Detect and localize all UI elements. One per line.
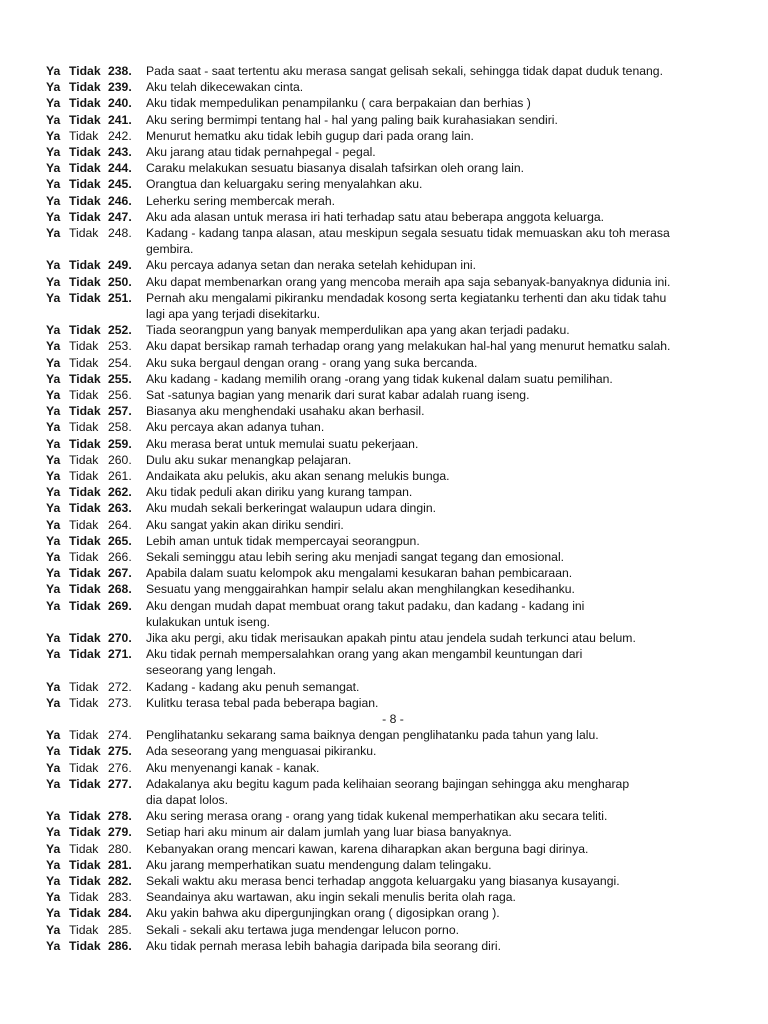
question-number: 270. — [108, 631, 132, 645]
answer-tidak[interactable]: Tidak — [69, 582, 101, 597]
question-text: Aku sering bermimpi tentang hal - hal yang paling baik kurahasiakan sendiri. — [146, 112, 558, 127]
answer-ya[interactable]: Ya — [46, 80, 61, 95]
question-number: 275. — [108, 744, 132, 759]
question-number: 256. — [108, 388, 132, 402]
answer-tidak[interactable]: Tidak — [69, 533, 101, 548]
question-item — [0, 808, 768, 824]
question-number: 248. — [108, 226, 132, 240]
question-number: 264. — [108, 517, 132, 532]
answer-ya[interactable]: Ya — [46, 64, 61, 78]
question-text: Biasanya aku menghendaki usahaku akan berhasil. — [146, 404, 425, 419]
question-item — [0, 193, 768, 209]
question-item — [0, 338, 768, 354]
answer-tidak[interactable]: Tidak — [69, 760, 99, 775]
question-text: Aku percaya akan adanya tuhan. — [146, 420, 325, 435]
question-item — [0, 630, 768, 646]
answer-tidak[interactable]: Tidak — [69, 841, 99, 856]
question-text: Aku yakin bahwa aku dipergunjingkan orang ( digosipkan orang ). — [146, 906, 500, 921]
question-item — [0, 679, 768, 695]
question-number: 247. — [108, 209, 132, 224]
question-text: Orangtua dan keluargaku sering menyalahkan aku. — [146, 177, 423, 192]
answer-tidak[interactable]: Tidak — [69, 274, 101, 289]
question-text: Aku merasa berat untuk memulai suatu pekerjaan. — [146, 436, 419, 451]
question-number: 251. — [108, 290, 132, 305]
question-text: Leherku sering membercak merah. — [146, 193, 335, 208]
question-item — [0, 938, 768, 954]
question-text: Aku suka bergaul dengan orang - orang yang suka bercanda. — [146, 355, 478, 370]
question-number: 267. — [108, 566, 132, 581]
question-number: 271. — [108, 647, 132, 662]
question-item — [0, 387, 768, 403]
answer-tidak[interactable]: Tidak — [69, 598, 101, 613]
question-item — [0, 824, 768, 840]
question-text: Sekali - sekali aku tertawa juga mendengar lelucon porno. — [146, 922, 459, 937]
answer-ya[interactable]: Ya — [46, 161, 61, 176]
answer-ya[interactable]: Ya — [46, 744, 61, 759]
question-number: 286. — [108, 938, 132, 953]
question-text: Aku tidak pernah mempersalahkan orang yang akan mengambil keuntungan dari — [146, 647, 583, 662]
answer-tidak[interactable]: Tidak — [69, 404, 101, 419]
answer-ya[interactable]: Ya — [46, 128, 61, 143]
question-item — [0, 841, 768, 857]
answer-ya[interactable]: Ya — [46, 145, 61, 159]
question-text: Aku sangat yakin akan diriku sendiri. — [146, 517, 344, 532]
answer-tidak[interactable]: Tidak — [69, 80, 101, 95]
question-item — [0, 403, 768, 419]
question-text: Aku percaya adanya setan dan neraka setelah kehidupan ini. — [146, 258, 476, 273]
question-number: 250. — [108, 274, 132, 289]
question-number: 238. — [108, 64, 132, 78]
question-item — [0, 322, 768, 338]
question-text: Menurut hematku aku tidak lebih gugup dari pada orang lain. — [146, 128, 474, 143]
question-item — [0, 176, 768, 192]
question-text: Sekali seminggu atau lebih sering aku menjadi sangat tegang dan emosional. — [146, 550, 565, 564]
question-item — [0, 743, 768, 759]
question-item — [0, 484, 768, 500]
question-text: Aku jarang atau tidak pernahpegal - pegal. — [146, 145, 376, 159]
question-item — [0, 290, 768, 322]
answer-tidak[interactable]: Tidak — [69, 631, 101, 645]
question-number: 243. — [108, 145, 132, 159]
answer-tidak[interactable]: Tidak — [69, 857, 101, 872]
answer-tidak[interactable]: Tidak — [69, 517, 99, 532]
answer-tidak[interactable]: Tidak — [69, 469, 99, 483]
question-number: 285. — [108, 922, 132, 937]
question-number: 246. — [108, 193, 132, 208]
answer-tidak[interactable]: Tidak — [69, 744, 101, 759]
question-item — [0, 128, 768, 144]
question-text-continued: seseorang yang lengah. — [146, 663, 277, 678]
question-text: Dulu aku sukar menangkap pelajaran. — [146, 452, 352, 467]
question-item — [0, 873, 768, 889]
answer-tidak[interactable]: Tidak — [69, 809, 101, 824]
question-item — [0, 436, 768, 452]
question-number: 282. — [108, 874, 132, 888]
answer-ya[interactable]: Ya — [46, 582, 61, 597]
question-text: Kulitku terasa tebal pada beberapa bagian. — [146, 695, 379, 710]
question-number: 254. — [108, 355, 132, 370]
answer-ya[interactable]: Ya — [46, 96, 61, 111]
question-item — [0, 760, 768, 776]
question-text-continued: gembira. — [146, 242, 194, 257]
question-item — [0, 355, 768, 371]
question-number: 240. — [108, 96, 132, 111]
answer-ya[interactable]: Ya — [46, 193, 61, 208]
question-number: 255. — [108, 371, 132, 386]
question-number: 280. — [108, 841, 132, 856]
question-number: 252. — [108, 323, 132, 338]
question-text: Adakalanya aku begitu kagum pada kelihaian seorang bajingan sehingga aku mengharap — [146, 776, 630, 791]
question-number: 261. — [108, 469, 132, 483]
answer-ya[interactable]: Ya — [46, 533, 61, 548]
question-item — [0, 889, 768, 905]
answer-ya[interactable]: Ya — [46, 226, 61, 240]
question-item — [0, 565, 768, 581]
answer-ya[interactable]: Ya — [46, 452, 61, 467]
question-text: Aku ada alasan untuk merasa iri hati terhadap satu atau beberapa anggota keluarga. — [146, 209, 605, 224]
page-number: - 8 - — [382, 712, 404, 726]
answer-tidak[interactable]: Tidak — [69, 501, 101, 516]
answer-ya[interactable]: Ya — [46, 355, 61, 370]
question-text: Aku dengan mudah dapat membuat orang takut padaku, dan kadang - kadang ini — [146, 598, 585, 613]
question-number: 245. — [108, 177, 132, 192]
question-number: 242. — [108, 128, 132, 143]
question-item — [0, 695, 768, 711]
answer-tidak[interactable]: Tidak — [69, 695, 99, 710]
answer-ya[interactable]: Ya — [46, 550, 61, 564]
answer-tidak[interactable]: Tidak — [69, 388, 99, 402]
question-text: Kebanyakan orang mencari kawan, karena diharapkan akan berguna bagi dirinya. — [146, 841, 589, 856]
question-item — [0, 112, 768, 128]
question-item — [0, 144, 768, 160]
answer-tidak[interactable]: Tidak — [69, 339, 99, 354]
answer-tidak[interactable]: Tidak — [69, 776, 101, 791]
answer-ya[interactable]: Ya — [46, 112, 61, 127]
question-item — [0, 452, 768, 468]
question-item — [0, 257, 768, 273]
question-number: 281. — [108, 857, 132, 872]
question-item — [0, 598, 768, 630]
question-item — [0, 905, 768, 921]
question-item — [0, 209, 768, 225]
question-item — [0, 727, 768, 743]
question-number: 263. — [108, 501, 132, 516]
question-item — [0, 79, 768, 95]
question-text-continued: kulakukan untuk iseng. — [146, 614, 270, 629]
question-text: Aku telah dikecewakan cinta. — [146, 80, 304, 95]
question-text: Apabila dalam suatu kelompok aku mengalami kesukaran bahan pembicaraan. — [146, 566, 573, 581]
answer-tidak[interactable]: Tidak — [69, 177, 101, 192]
question-text: Seandainya aku wartawan, aku ingin sekali menulis berita olah raga. — [146, 890, 516, 905]
answer-tidak[interactable]: Tidak — [69, 420, 99, 435]
answer-tidak[interactable]: Tidak — [69, 371, 101, 386]
answer-ya[interactable]: Ya — [46, 695, 61, 710]
question-item — [0, 857, 768, 873]
question-item — [0, 581, 768, 597]
question-number: 260. — [108, 452, 132, 467]
answer-tidak[interactable]: Tidak — [69, 550, 99, 564]
answer-ya[interactable]: Ya — [46, 566, 61, 581]
question-text: Aku sering merasa orang - orang yang tidak kukenal memperhatikan aku secara teliti. — [146, 809, 608, 824]
answer-tidak[interactable]: Tidak — [69, 145, 101, 159]
answer-ya[interactable]: Ya — [46, 177, 61, 192]
question-item — [0, 63, 768, 79]
answer-tidak[interactable]: Tidak — [69, 906, 101, 921]
question-item — [0, 922, 768, 938]
answer-tidak[interactable]: Tidak — [69, 258, 101, 273]
question-number: 269. — [108, 598, 132, 613]
answer-ya[interactable]: Ya — [46, 485, 61, 500]
answer-ya[interactable]: Ya — [46, 469, 61, 483]
question-text: Pernah aku mengalami pikiranku mendadak kosong serta kegiatanku terhenti dan aku tidak tahu — [146, 290, 667, 305]
answer-ya[interactable]: Ya — [46, 598, 61, 613]
question-number: 259. — [108, 436, 132, 451]
answer-tidak[interactable]: Tidak — [69, 890, 99, 905]
answer-ya[interactable]: Ya — [46, 776, 61, 791]
answer-ya[interactable]: Ya — [46, 420, 61, 435]
answer-ya[interactable]: Ya — [46, 906, 61, 921]
answer-tidak[interactable]: Tidak — [69, 647, 101, 662]
answer-ya[interactable]: Ya — [46, 388, 61, 402]
question-item — [0, 468, 768, 484]
question-item — [0, 225, 768, 257]
answer-tidak[interactable]: Tidak — [69, 566, 101, 581]
question-text: Penglihatanku sekarang sama baiknya dengan penglihatanku pada tahun yang lalu. — [146, 728, 599, 743]
question-item — [0, 517, 768, 533]
answer-tidak[interactable]: Tidak — [69, 874, 101, 888]
answer-ya[interactable]: Ya — [46, 631, 61, 645]
question-item — [0, 533, 768, 549]
question-item — [0, 500, 768, 516]
question-text: Aku jarang memperhatikan suatu mendengung dalam telingaku. — [146, 857, 492, 872]
question-item — [0, 371, 768, 387]
question-text: Kadang - kadang tanpa alasan, atau meskipun segala sesuatu tidak memuaskan aku toh merasa — [146, 226, 670, 240]
question-text-continued: dia dapat lolos. — [146, 792, 228, 807]
question-number: 278. — [108, 809, 132, 824]
question-item — [0, 646, 768, 678]
question-text-continued: lagi apa yang terjadi disekitarku. — [146, 306, 321, 321]
question-item — [0, 160, 768, 176]
answer-ya[interactable]: Ya — [46, 825, 61, 840]
answer-ya[interactable]: Ya — [46, 258, 61, 273]
answer-tidak[interactable]: Tidak — [69, 96, 101, 111]
question-text: Lebih aman untuk tidak mempercayai seorangpun. — [146, 533, 420, 548]
answer-tidak[interactable]: Tidak — [69, 128, 99, 143]
question-text: Sesuatu yang menggairahkan hampir selalu akan menghilangkan kesedihanku. — [146, 582, 575, 597]
question-item — [0, 776, 768, 808]
answer-ya[interactable]: Ya — [46, 647, 61, 662]
answer-ya[interactable]: Ya — [46, 857, 61, 872]
question-number: 257. — [108, 404, 132, 419]
answer-ya[interactable]: Ya — [46, 290, 61, 305]
answer-ya[interactable]: Ya — [46, 679, 61, 694]
question-number: 272. — [108, 679, 132, 694]
question-item — [0, 95, 768, 111]
question-number: 266. — [108, 550, 132, 564]
question-text: Kadang - kadang aku penuh semangat. — [146, 679, 360, 694]
question-text: Sat -satunya bagian yang menarik dari surat kabar adalah ruang iseng. — [146, 388, 530, 402]
question-number: 244. — [108, 161, 132, 176]
answer-tidak[interactable]: Tidak — [69, 355, 99, 370]
question-text: Sekali waktu aku merasa benci terhadap anggota keluargaku yang biasanya kusayangi. — [146, 874, 620, 888]
question-text: Aku dapat bersikap ramah terhadap orang yang melakukan hal-hal yang menurut hematku salah. — [146, 339, 671, 354]
question-text: Caraku melakukan sesuatu biasanya disalah tafsirkan oleh orang lain. — [146, 161, 525, 176]
question-text: Tiada seorangpun yang banyak memperdulikan apa yang akan terjadi padaku. — [146, 323, 570, 338]
question-text: Andaikata aku pelukis, aku akan senang melukis bunga. — [146, 469, 450, 483]
answer-ya[interactable]: Ya — [46, 938, 61, 953]
answer-ya[interactable]: Ya — [46, 274, 61, 289]
question-number: 277. — [108, 776, 132, 791]
answer-ya[interactable]: Ya — [46, 339, 61, 354]
question-number: 279. — [108, 825, 132, 840]
question-text: Ada seseorang yang menguasai pikiranku. — [146, 744, 377, 759]
answer-ya[interactable]: Ya — [46, 371, 61, 386]
question-number: 284. — [108, 906, 132, 921]
question-number: 274. — [108, 728, 132, 743]
answer-ya[interactable]: Ya — [46, 841, 61, 856]
question-text: Aku tidak pernah merasa lebih bahagia daripada bila seorang diri. — [146, 938, 502, 953]
question-number: 241. — [108, 112, 132, 127]
answer-ya[interactable]: Ya — [46, 517, 61, 532]
question-text: Aku dapat membenarkan orang yang mencoba meraih apa saja sebanyak-banyaknya didunia ini. — [146, 274, 671, 289]
answer-tidak[interactable]: Tidak — [69, 825, 101, 840]
answer-ya[interactable]: Ya — [46, 922, 61, 937]
question-number: 265. — [108, 533, 132, 548]
question-number: 253. — [108, 339, 132, 354]
answer-ya[interactable]: Ya — [46, 501, 61, 516]
answer-tidak[interactable]: Tidak — [69, 161, 101, 176]
question-number: 276. — [108, 760, 132, 775]
answer-tidak[interactable]: Tidak — [69, 938, 101, 953]
answer-tidak[interactable]: Tidak — [69, 193, 101, 208]
answer-tidak[interactable]: Tidak — [69, 290, 101, 305]
question-number: 283. — [108, 890, 132, 905]
answer-tidak[interactable]: Tidak — [69, 64, 101, 78]
question-text: Setiap hari aku minum air dalam jumlah yang luar biasa banyaknya. — [146, 825, 512, 840]
question-item — [0, 549, 768, 565]
question-number: 239. — [108, 80, 132, 95]
answer-tidak[interactable]: Tidak — [69, 436, 101, 451]
question-number: 249. — [108, 258, 132, 273]
answer-ya[interactable]: Ya — [46, 809, 61, 824]
answer-tidak[interactable]: Tidak — [69, 112, 101, 127]
answer-ya[interactable]: Ya — [46, 728, 61, 743]
answer-tidak[interactable]: Tidak — [69, 485, 101, 500]
question-number: 268. — [108, 582, 132, 597]
answer-tidak[interactable]: Tidak — [69, 209, 101, 224]
answer-ya[interactable]: Ya — [46, 436, 61, 451]
answer-ya[interactable]: Ya — [46, 323, 61, 338]
question-number: 273. — [108, 695, 132, 710]
answer-ya[interactable]: Ya — [46, 404, 61, 419]
answer-ya[interactable]: Ya — [46, 209, 61, 224]
question-number: 258. — [108, 420, 132, 435]
answer-tidak[interactable]: Tidak — [69, 226, 99, 240]
question-text: Aku kadang - kadang memilih orang -orang yang tidak kukenal dalam suatu pemilihan. — [146, 371, 613, 386]
question-item — [0, 419, 768, 435]
answer-tidak[interactable]: Tidak — [69, 922, 99, 937]
question-text: Aku menyenangi kanak - kanak. — [146, 760, 320, 775]
answer-ya[interactable]: Ya — [46, 890, 61, 905]
question-number: 262. — [108, 485, 132, 500]
question-text: Pada saat - saat tertentu aku merasa sangat gelisah sekali, sehingga tidak dapat duduk tenang. — [146, 64, 663, 78]
question-text: Aku tidak mempedulikan penampilanku ( cara berpakaian dan berhias ) — [146, 96, 531, 111]
answer-ya[interactable]: Ya — [46, 760, 61, 775]
answer-ya[interactable]: Ya — [46, 874, 61, 888]
question-item — [0, 274, 768, 290]
answer-tidak[interactable]: Tidak — [69, 323, 101, 338]
question-text: Aku mudah sekali berkeringat walaupun udara dingin. — [146, 501, 436, 516]
answer-tidak[interactable]: Tidak — [69, 679, 99, 694]
answer-tidak[interactable]: Tidak — [69, 452, 99, 467]
question-text: Aku tidak peduli akan diriku yang kurang tampan. — [146, 485, 413, 500]
answer-tidak[interactable]: Tidak — [69, 728, 99, 743]
question-text: Jika aku pergi, aku tidak merisaukan apakah pintu atau jendela sudah terkunci atau belum. — [146, 631, 636, 645]
